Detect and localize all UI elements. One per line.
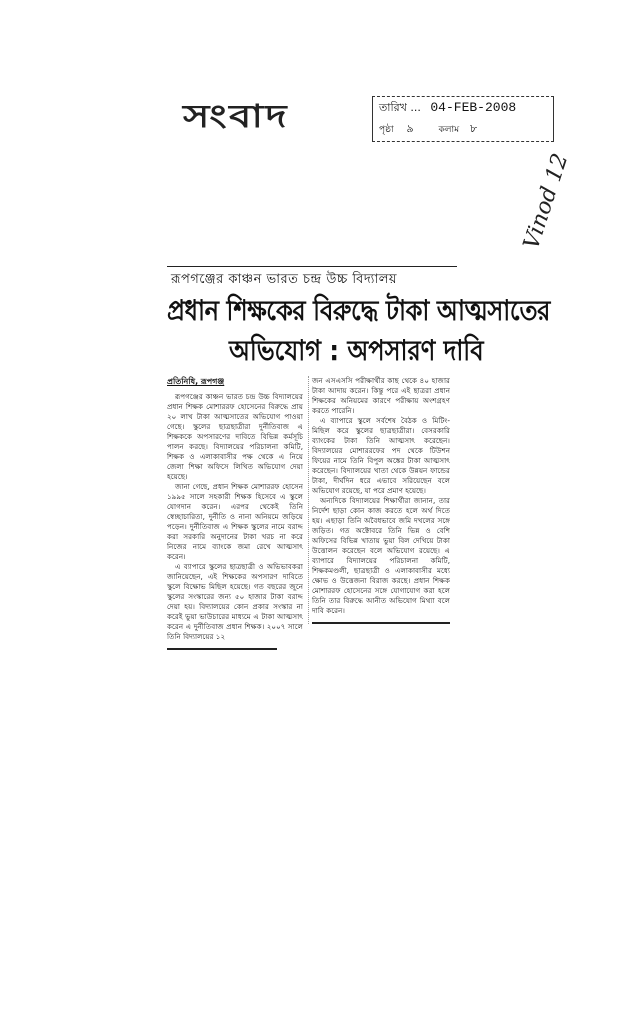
- headline-line-2: অভিযোগ : অপসারণ দাবি: [229, 334, 484, 367]
- page-value: ৯: [406, 122, 414, 135]
- paragraph: এ ব্যাপারে স্কুলের ছাত্রছাত্রী ও অভিভাবকরা জানিয়েছেন, এই শিক্ষকের অপসারণ দাবিতে স্কুলে বিক্ষোভ মিছিল হয়েছে। গত বছরের জুনে স্কুলের সংস্কারের জন্য ৫০ হাজার টাকা বরাদ্দ দেয়া হয়। বিদ্যালয়ের কোন প্রকার সংস্কার না করেই ভুয়া ভাউচারের মাধ্যমে এ টাকা আত্মসাৎ করেন এ দুর্নীতিবাজ প্রধান শিক্ষক। ২০০৭ সালে তিনি বিদ্যালয়ের ১২: [167, 562, 303, 641]
- date-row: [379, 100, 516, 116]
- column-value: ৮: [469, 122, 478, 135]
- paragraph: অন্যদিকে বিদ্যালয়ের শিক্ষার্থীরা জানান, তার নির্দেশ ছাড়া কোন কাজ করতে হলে অর্থ দিতে হয়। এছাড়া তিনি অবৈধভাবে জমি দখলের সঙ্গে জড়িত। গত অক্টোবরে তিনি ভিন্ন ও বেশি অফিসের বিভিন্ন খাতায় ভুয়া বিল দেখিয়ে টাকা উত্তোলন করেছেন বলে অভিযোগ রয়েছে। এ ব্যাপারে বিদ্যালয়ের পরিচালনা কমিটি, শিক্ষকমণ্ডলী, ছাত্রছাত্রী ও এলাকাবাসীর মধ্যে ক্ষোভ ও উত্তেজনা বিরাজ করছে। প্রধান শিক্ষক মোশাররফ হোসেনের সঙ্গে যোগাযোগ করা হলে তিনি তার বিরুদ্ধে আনীত অভিযোগ মিথ্যা বলে দাবি করেন।: [312, 496, 450, 615]
- article-kicker: রূপগঞ্জের কাঞ্চন ভারত চন্দ্র উচ্চ বিদ্যালয়: [171, 272, 398, 287]
- page-column-row: [379, 121, 477, 138]
- article-column-left: [167, 376, 303, 650]
- page-label: পৃষ্ঠা: [379, 125, 394, 135]
- byline: প্রতিনিধি, রূপগঞ্জ: [167, 377, 225, 386]
- date-stamp-box: [372, 96, 554, 142]
- paragraph: রূপগঞ্জের কাঞ্চন ভারত চন্দ্র উচ্চ বিদ্যালয়ের প্রধান শিক্ষক মোশাররফ হোসেনের বিরুদ্ধে প্রায় ২০ লাখ টাকা আত্মসাতের অভিযোগ পাওয়া গেছে। স্কুলের ছাত্রছাত্রীরা দুর্নীতিবাজ এ শিক্ষককে অপসারণের দাবিতে বিভিন্ন কর্মসূচি পালন করছে। বিদ্যালয়ের পরিচালনা কমিটি, শিক্ষক ও এলাকাবাসীর পক্ষ থেকে এ নিয়ে জেলা শিক্ষা অফিসে লিখিত অভিযোগ দেয়া হয়েছে।: [167, 392, 303, 481]
- article-body: [167, 376, 452, 650]
- paragraph: জানা গেছে, প্রধান শিক্ষক মোশাররফ হোসেন ১৯৯৫ সালে সহকারী শিক্ষক হিসেবে এ স্কুলে যোগদান করেন। এরপর থেকেই তিনি স্বেচ্ছাচারিতা, দুর্নীতি ও নানা অনিয়মে জড়িয়ে পড়েন। দুর্নীতিবাজ এ শিক্ষক স্কুলের নামে বরাদ্দ করা সরকারি অনুদানের টাকা খরচ না করে নিজের নামে ব্যাংকে জমা রেখে আত্মসাৎ করেন।: [167, 482, 303, 561]
- paragraph: জন এসএসসি পরীক্ষার্থীর কাছ থেকে ৪০ হাজার টাকা আদায় করেন। কিন্তু পরে এই ছাত্ররা প্রধান শিক্ষকের অনিয়মের কারণে পরীক্ষায় অংশগ্রহণ করতে পারেনি।: [312, 376, 450, 415]
- handwritten-annotation: Vinod 12: [519, 150, 574, 253]
- paragraph: এ ব্যাপারে স্কুলে সর্বশেষ বৈঠক ও মিটিং-মিছিল করে স্কুলের ছাত্রছাত্রীরা। বেসরকারি ব্যাংকের টাকা তিনি আত্মসাৎ করেছেন। বিদ্যালয়ের মোশাররফের পদ থেকে টিউশন ফিয়ের নামে তিনি বিপুল অঙ্কের টাকা আত্মসাৎ করেছেন। বিদ্যালয়ের খাতা থেকে উন্নয়ন ফান্ডের টাকা, দীর্ঘদিন ধরে এভাবে সরিয়েছেন বলে অভিযোগ রয়েছে, যা পরে প্রমাণ হয়েছে।: [312, 416, 450, 495]
- end-rule-left: [167, 648, 277, 650]
- newspaper-logo: সংবাদ: [183, 97, 290, 135]
- date-value: 04-FEB-2008: [430, 100, 517, 115]
- date-label: তারিখ ...: [379, 101, 421, 114]
- headline-line-1: প্রধান শিক্ষকের বিরুদ্ধে টাকা আত্মসাতের: [167, 294, 550, 327]
- top-rule: [167, 266, 457, 267]
- end-rule-right: [312, 622, 450, 624]
- article-column-right: [308, 376, 450, 624]
- column-label: কলাম: [438, 125, 460, 135]
- article: [167, 266, 550, 650]
